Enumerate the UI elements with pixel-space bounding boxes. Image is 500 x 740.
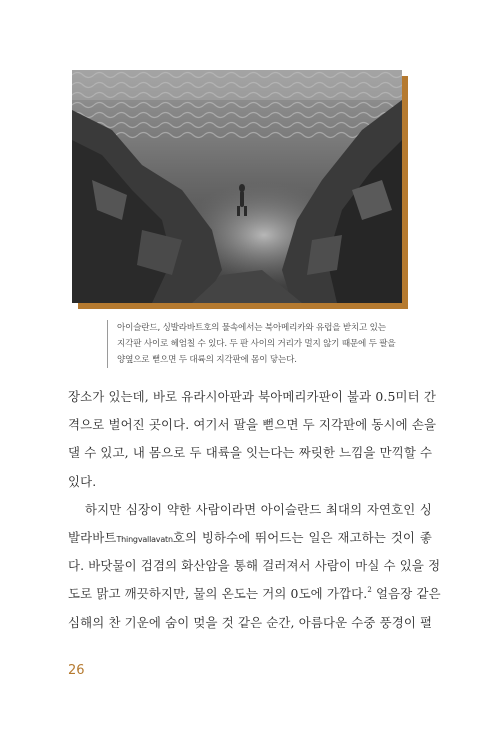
body-text [68,383,441,637]
lake-name-romanized: Thingvallavatn [116,534,173,544]
text-fragment: 호의 빙하수에 뛰어드는 일은 재고하는 것이 좋 [172,529,432,545]
text-line: 장소가 있는데, 바로 유라시아판과 북아메리카판이 불과 0.5미터 간 [68,389,436,404]
text-line: 심해의 찬 기운에 숨이 멎을 것 같은 순간, 아름다운 수중 풍경이 펼 [68,614,433,630]
photo-illustration [72,70,402,303]
paragraph-first-line: 하지만 심장이 약한 사람이라면 아이슬란드 최대의 자연호인 싱 [85,501,432,517]
text-fragment: 얼음장 같은 [371,586,441,602]
photo-figure [72,70,402,303]
text-line: 다. 바닷물이 검겸의 화산암을 통해 걸러져서 사람이 마실 수 있을 정 [68,558,441,574]
text-line: 격으로 벌어진 곳이다. 여기서 팔을 뻗으면 두 지각판에 동시에 손을 [68,417,437,433]
text-fragment: 도로 맑고 깨끗하지만, 물의 온도는 거의 0도에 가깝다. [68,586,368,602]
underwater-fissure-photo [72,70,402,303]
photo-caption: 아이슬란드, 싱발라바트호의 물속에서는 북아메리카와 유럽을 받치고 있는 지각판 사이로 헤엄칠 수 있다. 두 판 사이의 거리가 멀지 않기 때문에 두 팔을 양옆으로 뻗으면 두 대륙의 지각판에 몸이 닿는다. [107,320,407,368]
footnote-marker[interactable]: 2 [367,586,372,595]
page-number: 26 [68,663,85,678]
text-line [68,580,441,608]
text-line: 댈 수 있고, 내 몸으로 두 대륙을 잇는다는 짜릿한 느낌을 만끽할 수 [68,445,433,461]
text-line [68,524,432,552]
lake-name: 발라바트 [68,529,117,545]
text-line: 있다. [68,473,97,489]
